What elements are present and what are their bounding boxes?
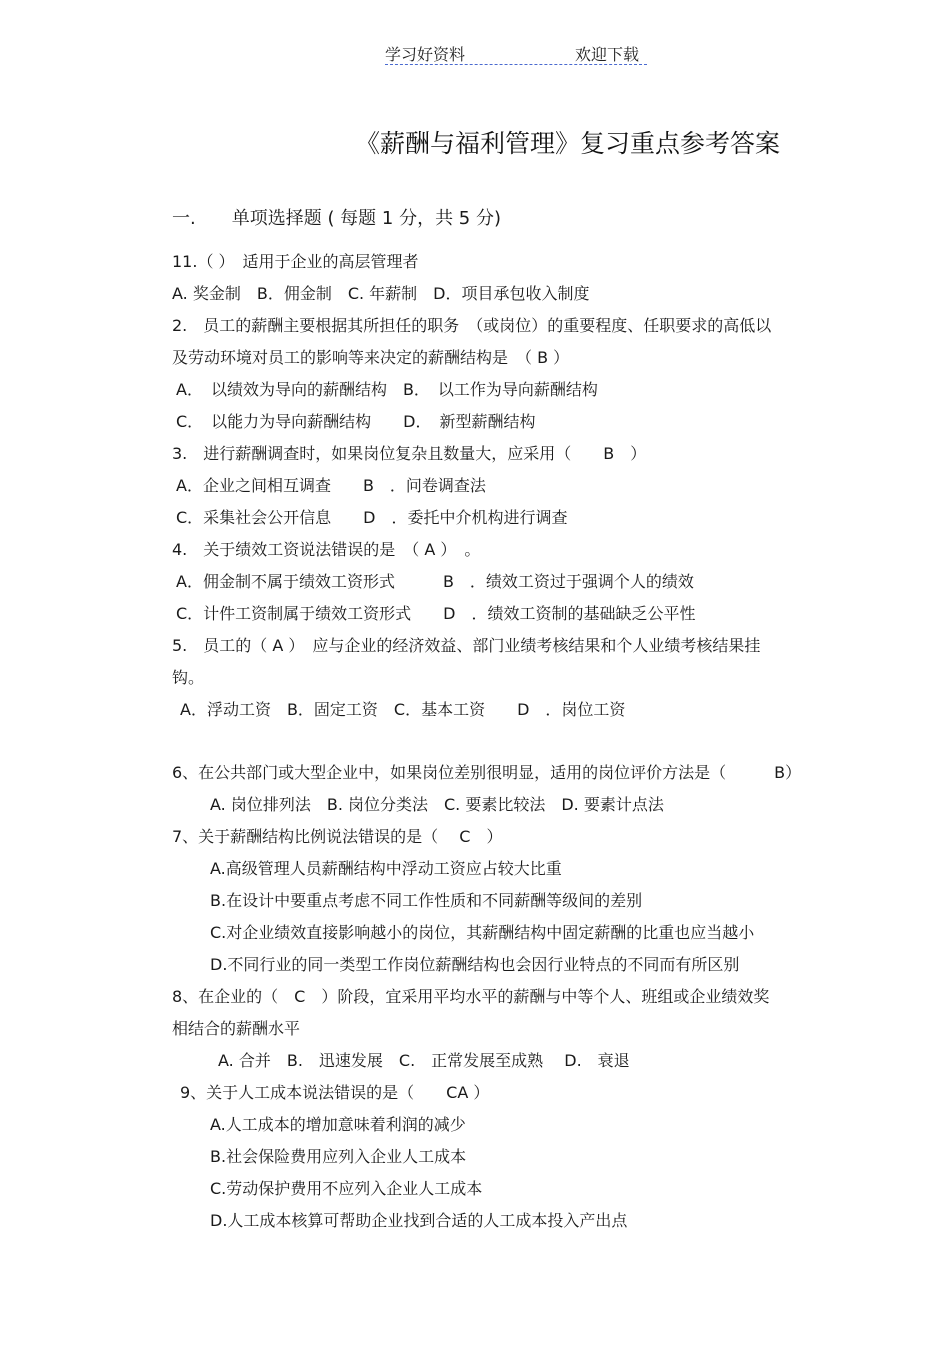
- text-line: A．佣金制不属于绩效工资形式 B ．绩效工资过于强调个人的绩效: [176, 572, 694, 591]
- text-line: A．浮动工资 B．固定工资 C．基本工资 D ．岗位工资: [180, 700, 626, 719]
- document-title: 《薪酬与福利管理》复习重点参考答案: [355, 129, 781, 158]
- text-line: 3. 进行薪酬调查时，如果岗位复杂且数量大，应采用（ B ）: [172, 444, 647, 463]
- text-line: B.社会保险费用应列入企业人工成本: [210, 1147, 467, 1166]
- text-line: C．采集社会公开信息 D ．委托中介机构进行调查: [176, 508, 568, 527]
- text-line: A．企业之间相互调查 B ．问卷调查法: [176, 476, 486, 495]
- text-line: A.人工成本的增加意味着利润的减少: [210, 1115, 466, 1134]
- text-line: A.高级管理人员薪酬结构中浮动工资应占较大比重: [210, 859, 562, 878]
- text-line: B.在设计中要重点考虑不同工作性质和不同薪酬等级间的差别: [210, 891, 643, 910]
- text-line: A. 合并 B. 迅速发展 C. 正常发展至成熟 D. 衰退: [218, 1051, 630, 1070]
- text-line: C．计件工资制属于绩效工资形式 D ．绩效工资制的基础缺乏公平性: [176, 604, 696, 623]
- header-left-text: 学习好资料: [385, 45, 466, 64]
- text-line: A. 奖金制 B．佣金制 C. 年薪制 D．项目承包收入制度: [172, 284, 590, 303]
- text-line: 及劳动环境对员工的影响等来决定的薪酬结构是 （ B ）: [172, 348, 570, 367]
- text-line: C.劳动保护费用不应列入企业人工成本: [210, 1179, 483, 1198]
- text-line: 7、关于薪酬结构比例说法错误的是（ C ）: [172, 827, 503, 846]
- text-line: 9、关于人工成本说法错误的是（ CA ）: [180, 1083, 490, 1102]
- text-line: 11.（ ） 适用于企业的高层管理者: [172, 252, 419, 271]
- text-line: 钩。: [172, 668, 205, 687]
- text-line: D.不同行业的同一类型工作岗位薪酬结构也会因行业特点的不同而有所区别: [210, 955, 740, 974]
- text-line: C.对企业绩效直接影响越小的岗位，其薪酬结构中固定薪酬的比重也应当越小: [210, 923, 755, 942]
- text-line: 4. 关于绩效工资说法错误的是 （ A ） 。: [172, 540, 481, 559]
- text-line: 相结合的薪酬水平: [172, 1019, 301, 1038]
- section-heading: 一. 单项选择题 ( 每题 1 分，共 5 分): [172, 208, 501, 229]
- text-line: 2. 员工的薪酬主要根据其所担任的职务 （或岗位）的重要程度、任职要求的高低以: [172, 316, 772, 335]
- text-line: 5. 员工的（ A ） 应与企业的经济效益、部门业绩考核结果和个人业绩考核结果挂: [172, 636, 761, 655]
- page-header: [385, 42, 647, 65]
- text-line: C． 以能力为导向薪酬结构 D． 新型薪酬结构: [176, 412, 536, 431]
- header-right-text: 欢迎下载: [575, 45, 640, 64]
- text-line: A． 以绩效为导向的薪酬结构 B． 以工作为导向薪酬结构: [176, 380, 598, 399]
- text-line: 6、在公共部门或大型企业中，如果岗位差别很明显，适用的岗位评价方法是（ B）: [172, 763, 802, 782]
- text-line: D.人工成本核算可帮助企业找到合适的人工成本投入产出点: [210, 1211, 628, 1230]
- text-line: 8、在企业的（ C ）阶段，宜采用平均水平的薪酬与中等个人、班组或企业绩效奖: [172, 987, 770, 1006]
- text-line: A. 岗位排列法 B. 岗位分类法 C. 要素比较法 D. 要素计点法: [210, 795, 664, 814]
